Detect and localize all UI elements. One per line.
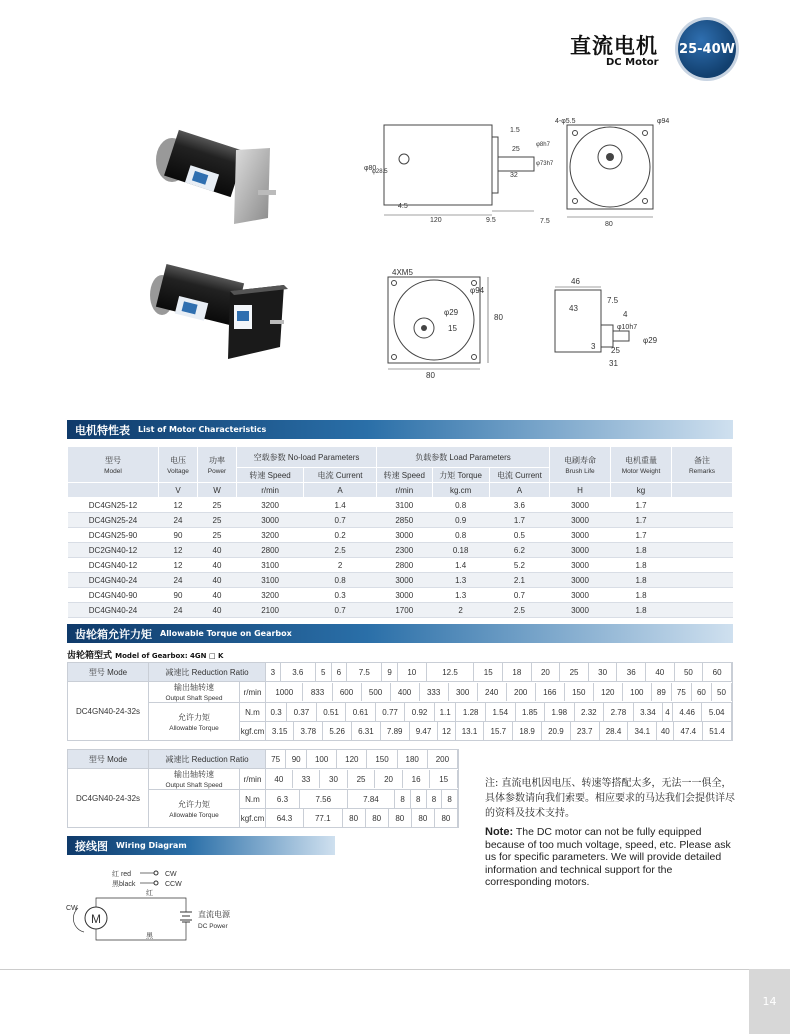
gear-cell: 3.78	[294, 722, 323, 740]
table-cell: 2.5	[304, 543, 377, 558]
gear-cell: 77.1	[303, 809, 342, 827]
gear-cell: 18.9	[513, 722, 542, 740]
table-cell: 3200	[237, 588, 304, 603]
table-cell: 12	[159, 558, 198, 573]
dim-text: φ29	[643, 336, 658, 345]
gear-cell: 16	[402, 770, 430, 788]
cw-arrow-label: CW	[66, 905, 78, 912]
gear-cell: 7.89	[380, 722, 409, 740]
wiring-diagram	[62, 860, 262, 955]
table-row	[68, 573, 733, 588]
gear-cell: 60	[691, 683, 711, 701]
gear-cell: 1.54	[485, 703, 515, 721]
page-number: 14	[749, 969, 790, 1034]
gear-cell: 0.77	[375, 703, 405, 721]
note-english: Note: The DC motor can not be fully equipped because of too much voltage, speed, etc. Please ask us for specific parameters. We will provide detailed information and technical support for the corresponding motors.	[485, 826, 731, 888]
table-cell: 2.1	[489, 573, 549, 588]
table-cell: 3000	[377, 528, 433, 543]
table-cell: 3100	[377, 498, 433, 513]
table-cell: DC4GN25-90	[68, 528, 159, 543]
gear-cell: 40	[657, 722, 674, 740]
table-cell: 24	[159, 573, 198, 588]
wire-black-label: 黑black	[112, 881, 136, 888]
gear-cell: 0.61	[346, 703, 376, 721]
table-cell	[672, 573, 733, 588]
gearmotor-photo	[140, 265, 290, 365]
gear-cell: 12.5	[426, 663, 474, 681]
gear-cell: 120	[593, 683, 622, 701]
gear-cell: 300	[448, 683, 477, 701]
dim-text: φ73h7	[536, 161, 554, 167]
front-view-drawing	[555, 115, 675, 230]
gear-cell: 9	[382, 663, 398, 681]
table-cell: 1700	[377, 603, 433, 618]
dim-text: 7.5	[607, 296, 619, 305]
gear-cell: 18	[503, 663, 532, 681]
gear-cell: 64.3	[266, 809, 303, 827]
gear-cell: 89	[651, 683, 671, 701]
table-row	[68, 543, 733, 558]
gear-cell: 2.32	[574, 703, 604, 721]
gear-cell: 6.31	[352, 722, 381, 740]
table-cell	[672, 588, 733, 603]
gear-cell: 20.9	[542, 722, 571, 740]
table-cell: 3100	[237, 573, 304, 588]
gear-cell: 75	[671, 683, 691, 701]
table-cell	[672, 513, 733, 528]
gear-cell: 28.4	[599, 722, 628, 740]
gear-cell: 40	[266, 770, 292, 788]
gear-cell: 20	[375, 770, 403, 788]
table-cell: 0.8	[432, 498, 489, 513]
table-cell: 3000	[550, 573, 611, 588]
gear-cell: 150	[367, 750, 397, 768]
page-title: 直流电机	[570, 34, 658, 58]
dim-text: 32	[510, 172, 518, 179]
table-cell: 3000	[377, 573, 433, 588]
table-cell: 25	[198, 528, 237, 543]
gear-cell: 200	[427, 750, 457, 768]
gear-cell: 8	[395, 790, 411, 808]
table-cell: 40	[198, 543, 237, 558]
table-cell: 1.7	[611, 528, 672, 543]
table-cell: 40	[198, 603, 237, 618]
gear-cell: 5	[315, 663, 331, 681]
table-cell: 2800	[377, 558, 433, 573]
table-cell: 1.7	[611, 498, 672, 513]
table-cell: 1.4	[304, 498, 377, 513]
side-view-drawing	[360, 115, 554, 230]
gear-cell: 75	[266, 750, 286, 768]
dim-text: φ8h7	[536, 142, 550, 148]
gear-cell: 3.6	[280, 663, 315, 681]
gear-cell: 7.84	[347, 790, 395, 808]
table-cell: 1.7	[611, 513, 672, 528]
table-cell: DC4GN25-24	[68, 513, 159, 528]
table-cell: 0.8	[432, 528, 489, 543]
dim-text: φ29	[444, 308, 459, 317]
gear-cell: 2.78	[604, 703, 634, 721]
table-cell: 0.3	[304, 588, 377, 603]
table-cell: 0.9	[432, 513, 489, 528]
table-cell: 2100	[237, 603, 304, 618]
gear-cell: 1.98	[545, 703, 575, 721]
table-cell: 40	[198, 573, 237, 588]
table-cell: 3200	[237, 528, 304, 543]
gear-cell: 1000	[266, 683, 303, 701]
table-row	[68, 558, 733, 573]
table-cell: DC4GN40-90	[68, 588, 159, 603]
gear-cell: 166	[535, 683, 564, 701]
table-cell: 0.7	[304, 603, 377, 618]
table-row	[68, 603, 733, 618]
dim-text: 25	[611, 346, 620, 355]
gear-cell: 80	[411, 809, 434, 827]
gear-cell: 1.28	[456, 703, 486, 721]
gear-cell: 30	[588, 663, 617, 681]
gear-cell: 180	[397, 750, 427, 768]
table-cell: 12	[159, 498, 198, 513]
gear-cell: 7.56	[299, 790, 347, 808]
motor-table: 型号 Model 电压 Voltage 功率 Power 空载参数 No-load Parameters 负载参数 Load Parameters 电刷寿命 Brush Life 电机重量 Motor Weight 备注 Remarks 转速 Speed 电流 Current 转速 Speed 力矩 Torque 电流 Current V W r/min A r/min kg.cm A H kg DC4GN25-12 12 25 3200 1.4 3100 0.8 3.6 3000 1.7 DC4GN25-24 24 25 3000 0.7 2850 0.9 1.7 3000 1.7 DC4GN25-90 90 25 3200 0.2 3000 0.8 0.5 3000 1.7 DC2GN40-12 12 40 2800 2.5 2300 0.18 6.2 3000 1.8 DC4GN40-12 12 40 3100 2 2800 1.4 5.2 3000 1.8 DC4GN40-24 24 40 3100 0.8 3000 1.3 2.1 3000 1.8 DC4GN40-90 90 40 3200 0.3 3000 1.3 0.7 3000 1.8 DC4GN40-24 24 40 2100 0.7 1700 2 2.5 3000 1.8	[67, 446, 733, 618]
gear-cell: 1.85	[515, 703, 545, 721]
gear-cell: 80	[365, 809, 388, 827]
table-cell	[672, 498, 733, 513]
gear-cell: 0.37	[287, 703, 317, 721]
power-badge: 25-40W	[678, 20, 736, 78]
gear-cell: 5.26	[323, 722, 352, 740]
table-cell: 3000	[550, 558, 611, 573]
table-cell: 24	[159, 513, 198, 528]
dim-text: 15	[448, 324, 457, 333]
gear-cell: 47.4	[674, 722, 703, 740]
gear-cell: 15.7	[484, 722, 513, 740]
table-cell: 0.7	[304, 513, 377, 528]
dim-text: 43	[569, 304, 578, 313]
table-cell: 1.8	[611, 603, 672, 618]
table-cell: 2800	[237, 543, 304, 558]
gear-cell: 25	[347, 770, 375, 788]
dim-text: 46	[571, 277, 580, 286]
table-cell: 1.8	[611, 558, 672, 573]
power-label: 直流电源	[198, 910, 230, 919]
table-cell: 3000	[550, 513, 611, 528]
table-cell: 1.4	[432, 558, 489, 573]
table-cell: 2	[432, 603, 489, 618]
gear-cell: 30	[320, 770, 348, 788]
dim-text: 25	[512, 146, 520, 153]
gear-cell: 8	[410, 790, 426, 808]
gear-cell: 833	[303, 683, 332, 701]
table-cell: 3000	[377, 588, 433, 603]
table-cell: 90	[159, 588, 198, 603]
dim-text: 31	[609, 359, 618, 368]
gear-cell: 3	[266, 663, 280, 681]
dim-text: 4XM5	[392, 268, 413, 277]
gear-cell: 1.1	[434, 703, 456, 721]
gear-cell: 25	[560, 663, 589, 681]
table-cell: 2	[304, 558, 377, 573]
table-cell: 3000	[550, 528, 611, 543]
gear-cell: 500	[361, 683, 390, 701]
gear-cell: 7.5	[347, 663, 382, 681]
dim-text: 9.5	[486, 217, 496, 224]
table-cell: 5.2	[489, 558, 549, 573]
table-cell	[672, 528, 733, 543]
page-subtitle: DC Motor	[606, 57, 659, 68]
wire-red-label: 红 red	[112, 871, 132, 878]
table-cell: DC4GN25-12	[68, 498, 159, 513]
table-cell: 40	[198, 558, 237, 573]
table-cell: 3000	[550, 543, 611, 558]
table-cell: 3.6	[489, 498, 549, 513]
table-cell: 3000	[550, 603, 611, 618]
table-cell: DC4GN40-12	[68, 558, 159, 573]
table-row	[68, 513, 733, 528]
gear-cell: 6	[331, 663, 347, 681]
table-cell: 2850	[377, 513, 433, 528]
table-cell: DC4GN40-24	[68, 573, 159, 588]
table-cell: 1.8	[611, 573, 672, 588]
table-cell: 1.8	[611, 543, 672, 558]
table-cell: 24	[159, 603, 198, 618]
power-label-en: DC Power	[198, 923, 228, 930]
table-cell: 2300	[377, 543, 433, 558]
table-cell: DC4GN40-24	[68, 603, 159, 618]
table-cell: 90	[159, 528, 198, 543]
table-cell: 40	[198, 588, 237, 603]
gear-cell: 34.1	[628, 722, 657, 740]
dim-text: 80	[605, 221, 613, 228]
table-cell: 0.7	[489, 588, 549, 603]
gear-subtitle: 齿轮箱型式 Model of Gearbox: 4GN □ K	[67, 651, 224, 661]
table-cell: 3000	[237, 513, 304, 528]
dim-text: 3	[591, 342, 596, 351]
gear-cell: 333	[419, 683, 448, 701]
gear-cell: 80	[342, 809, 365, 827]
gear-cell: 50	[674, 663, 703, 681]
gear-cell: 40	[646, 663, 675, 681]
dim-text: 4-φ5.5	[555, 118, 576, 125]
motor-section-header: 电机特性表 List of Motor Characteristics	[67, 420, 733, 439]
table-cell: 0.8	[304, 573, 377, 588]
gear-cell: 20	[531, 663, 560, 681]
wiring-section-header: 接线图 Wiring Diagram	[67, 836, 335, 855]
gear-cell: 23.7	[570, 722, 599, 740]
table-cell: 1.3	[432, 573, 489, 588]
gear-cell: 100	[622, 683, 651, 701]
table-cell: 12	[159, 543, 198, 558]
ccw-label: CCW	[165, 881, 182, 888]
gear-cell: 4	[663, 703, 673, 721]
motor-photo	[140, 128, 280, 233]
table-cell: 1.8	[611, 588, 672, 603]
table-cell: 3200	[237, 498, 304, 513]
gear-cell: 400	[390, 683, 419, 701]
dim-text: φ94	[657, 118, 670, 125]
dim-text: 4	[623, 310, 628, 319]
gear-cell: 150	[564, 683, 593, 701]
dim-text: φ94	[470, 286, 485, 295]
gear-cell: 9.47	[409, 722, 438, 740]
gear-cell: 13.1	[455, 722, 484, 740]
dim-text: φ28.5	[372, 169, 388, 175]
gear-cell: 10	[398, 663, 427, 681]
gear-cell: 12	[438, 722, 455, 740]
gear-cell: 5.04	[702, 703, 732, 721]
table-row	[68, 498, 733, 513]
gear-cell: 0.51	[316, 703, 346, 721]
motor-symbol: M	[91, 912, 101, 926]
dim-text: φ10h7	[617, 324, 638, 331]
dim-text: 80	[426, 371, 435, 380]
dim-text: 80	[494, 313, 503, 322]
table-cell: 25	[198, 498, 237, 513]
gear-cell: 60	[703, 663, 732, 681]
gear-cell: 600	[332, 683, 361, 701]
gear-cell: 240	[477, 683, 506, 701]
gear-cell: 51.4	[703, 722, 732, 740]
table-cell: 2.5	[489, 603, 549, 618]
gear-cell: 80	[388, 809, 411, 827]
gear-cell: 15	[430, 770, 458, 788]
gear-cell: 50	[711, 683, 731, 701]
gear-cell: 15	[474, 663, 503, 681]
table-cell	[672, 558, 733, 573]
gear-cell: 3.15	[266, 722, 294, 740]
table-cell: 3100	[237, 558, 304, 573]
table-cell: 6.2	[489, 543, 549, 558]
table-cell: 25	[198, 513, 237, 528]
table-row	[68, 528, 733, 543]
gear-cell: 120	[337, 750, 367, 768]
gear-table-2: 型号 Mode 减速比 Reduction Ratio 75 90 100 120 150 180 200 DC4GN40-24-32s 输出轴转速 Output Shaft Speed r/min 40 33 30 25 20 16 15 允许力矩 Allowable Torque N.m 6.3 7.56 7.84 8 8 8 8 kgf.cm 64.3 77.1 80 80 80 80 80	[67, 749, 459, 828]
dim-text: φ80	[364, 165, 377, 172]
dim-text: 120	[430, 217, 442, 224]
gear-cell: 8	[442, 790, 458, 808]
table-cell: 0.2	[304, 528, 377, 543]
gear-cell: 200	[506, 683, 535, 701]
table-cell: 1.7	[489, 513, 549, 528]
gear-cell: 6.3	[266, 790, 299, 808]
wire-red-mark: 红	[146, 890, 153, 897]
gear-cell: 36	[617, 663, 646, 681]
gear-cell: 0.3	[266, 703, 287, 721]
footer-divider	[0, 969, 790, 970]
table-cell: 3000	[550, 498, 611, 513]
table-cell: 0.18	[432, 543, 489, 558]
gear-cell: 3.34	[633, 703, 663, 721]
dim-text: 1.5	[510, 127, 520, 134]
gear-cell: 90	[286, 750, 307, 768]
wire-black-mark: 黑	[146, 933, 153, 940]
gear-cell: 33	[292, 770, 320, 788]
cw-label: CW	[165, 871, 177, 878]
dim-text: 4.5	[398, 203, 408, 210]
table-cell: DC2GN40-12	[68, 543, 159, 558]
gearbox-front-drawing	[378, 265, 528, 380]
table-cell: 1.3	[432, 588, 489, 603]
gear-cell: 4.46	[672, 703, 702, 721]
gear-cell: 80	[434, 809, 457, 827]
gear-cell: 8	[426, 790, 442, 808]
note-chinese: 注: 直流电机因电压、转速等搭配太多，无法一一俱全，具体参数请向我们索要。相应要求的马达我们会提供详尽的资料及技术支持。	[485, 778, 735, 819]
table-cell	[672, 603, 733, 618]
gearbox-side-drawing	[555, 275, 665, 370]
gear-cell: 100	[307, 750, 337, 768]
dim-text: 7.5	[540, 218, 550, 225]
gear-cell: 0.92	[405, 703, 435, 721]
gear-table-1: 型号 Mode 减速比 Reduction Ratio 3 3.6 5 6 7.5 9 10 12.5 15 18 20 25 30 36 40 50 60 DC4GN40-24-32s 输出轴转速 Output Shaft Speed r/min 1000 833 600 500 400 333 300 240 200 166 150 120 100 89 75 60 50 允许力矩 Allowable Torque N.m 0.3 0.37 0.51 0.61 0.77 0.92 1.1 1.28 1.54 1.85 1.98 2.32 2.78 3.34 4 4.46 5.04 kgf.cm 3.15 3.78 5.26 6.31 7.89 9.47 12 13.1 15.7 18.9 20.9 23.7 28.4 34.1 40 47.4 51.4	[67, 662, 733, 741]
table-cell	[672, 543, 733, 558]
table-row	[68, 588, 733, 603]
table-cell: 3000	[550, 588, 611, 603]
gear-section-header: 齿轮箱允许力矩 Allowable Torque on Gearbox	[67, 624, 733, 643]
table-cell: 0.5	[489, 528, 549, 543]
